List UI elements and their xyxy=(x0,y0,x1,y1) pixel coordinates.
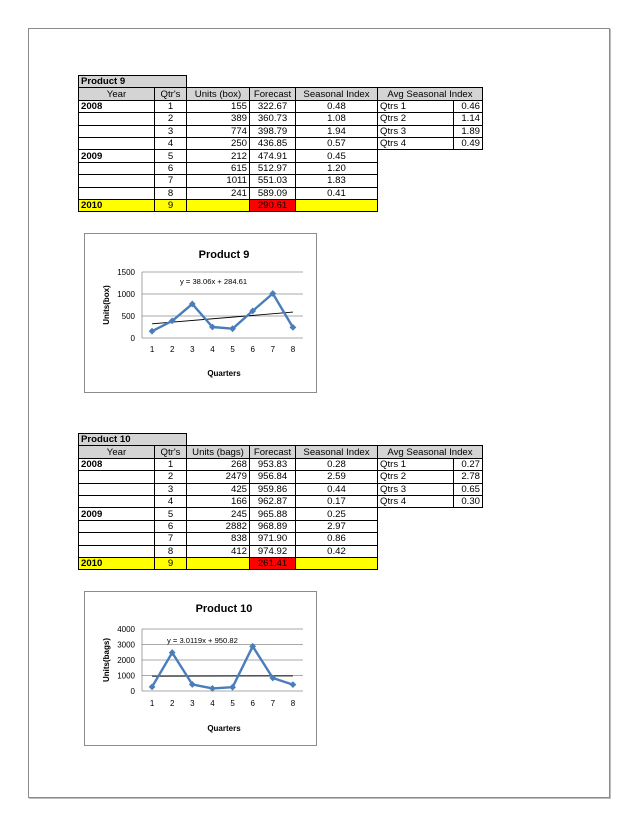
y-tick-label: 1500 xyxy=(117,268,135,277)
seasonal-index-cell: 1.94 xyxy=(296,125,378,137)
table-title: Product 10 xyxy=(79,434,187,446)
quarter-cell: 3 xyxy=(155,483,187,495)
quarter-cell: 2 xyxy=(155,113,187,125)
x-tick-label: 6 xyxy=(250,345,255,354)
year-cell xyxy=(79,533,155,545)
blank-cell xyxy=(378,175,483,187)
table-row xyxy=(79,100,483,112)
chart-title: Product 9 xyxy=(198,249,250,261)
table-row xyxy=(79,508,483,520)
blank-cell xyxy=(378,150,483,162)
blank-cell xyxy=(378,162,483,174)
product-9-chart xyxy=(84,233,317,393)
forecast-cell: 436.85 xyxy=(250,137,296,149)
avg-seasonal-index-value: 1.14 xyxy=(454,113,483,125)
blank-cell xyxy=(187,434,483,446)
blank-cell xyxy=(378,508,483,520)
quarter-cell: 1 xyxy=(155,458,187,470)
blank-cell xyxy=(378,520,483,532)
units-cell: 245 xyxy=(187,508,250,520)
seasonal-index-cell: 0.25 xyxy=(296,508,378,520)
table-row xyxy=(79,533,483,545)
year-cell: 2009 xyxy=(79,150,155,162)
forecast-cell: 551.03 xyxy=(250,175,296,187)
table-row xyxy=(79,520,483,532)
quarter-cell: 9 xyxy=(155,199,187,211)
year-cell xyxy=(79,175,155,187)
column-header: Qtr's xyxy=(155,446,187,458)
avg-quarter-label: Qtrs 1 xyxy=(378,458,454,470)
seasonal-index-cell: 0.41 xyxy=(296,187,378,199)
units-cell: 389 xyxy=(187,113,250,125)
seasonal-index-cell: 2.59 xyxy=(296,471,378,483)
series-line xyxy=(152,294,293,332)
year-cell xyxy=(79,471,155,483)
seasonal-index-cell: 0.86 xyxy=(296,533,378,545)
seasonal-index-cell: 0.17 xyxy=(296,495,378,507)
seasonal-index-cell: 2.97 xyxy=(296,520,378,532)
seasonal-index-cell: 1.08 xyxy=(296,113,378,125)
units-cell: 774 xyxy=(187,125,250,137)
quarter-cell: 9 xyxy=(155,557,187,569)
y-tick-label: 2000 xyxy=(117,656,135,665)
avg-quarter-label: Qtrs 2 xyxy=(378,471,454,483)
units-cell: 241 xyxy=(187,187,250,199)
header-row xyxy=(79,446,483,458)
forecast-row xyxy=(79,199,483,211)
blank-cell xyxy=(187,76,483,88)
column-header: Forecast xyxy=(250,446,296,458)
forecast-cell: 290.61 xyxy=(250,199,296,211)
x-tick-label: 6 xyxy=(250,699,255,708)
quarter-cell: 4 xyxy=(155,495,187,507)
column-header: Qtr's xyxy=(155,88,187,100)
y-tick-label: 0 xyxy=(130,334,135,343)
units-cell: 838 xyxy=(187,533,250,545)
table-row xyxy=(79,545,483,557)
title-row xyxy=(79,76,483,88)
product-9-table xyxy=(78,75,483,212)
blank-cell xyxy=(378,545,483,557)
avg-seasonal-index-value: 0.65 xyxy=(454,483,483,495)
forecast-row xyxy=(79,557,483,569)
y-tick-label: 500 xyxy=(121,312,135,321)
quarter-cell: 6 xyxy=(155,162,187,174)
units-cell: 166 xyxy=(187,495,250,507)
seasonal-index-cell: 0.44 xyxy=(296,483,378,495)
seasonal-index-cell: 1.83 xyxy=(296,175,378,187)
units-cell: 425 xyxy=(187,483,250,495)
units-cell: 615 xyxy=(187,162,250,174)
year-cell xyxy=(79,137,155,149)
forecast-cell: 965.88 xyxy=(250,508,296,520)
forecast-cell: 956.84 xyxy=(250,471,296,483)
blank-cell xyxy=(378,199,483,211)
y-tick-label: 1000 xyxy=(117,671,135,681)
column-header: Year xyxy=(79,88,155,100)
forecast-cell: 322.67 xyxy=(250,100,296,112)
product-10-chart xyxy=(84,591,317,746)
units-cell xyxy=(187,199,250,211)
line-chart xyxy=(85,592,316,745)
forecast-cell: 974.92 xyxy=(250,545,296,557)
units-cell: 250 xyxy=(187,137,250,149)
units-cell: 212 xyxy=(187,150,250,162)
quarter-cell: 5 xyxy=(155,508,187,520)
y-tick-label: 4000 xyxy=(117,625,135,634)
table-row xyxy=(79,471,483,483)
quarter-cell: 5 xyxy=(155,150,187,162)
table-row xyxy=(79,162,483,174)
forecast-cell: 474.91 xyxy=(250,150,296,162)
quarter-cell: 1 xyxy=(155,100,187,112)
data-point xyxy=(290,681,297,688)
forecast-cell: 971.90 xyxy=(250,533,296,545)
year-cell xyxy=(79,187,155,199)
units-cell: 155 xyxy=(187,100,250,112)
year-cell xyxy=(79,495,155,507)
forecast-cell: 589.09 xyxy=(250,187,296,199)
column-header: Avg Seasonal Index xyxy=(378,446,483,458)
title-row xyxy=(79,434,483,446)
trendline-equation: y = 3.0119x + 950.82 xyxy=(167,636,238,645)
units-cell: 412 xyxy=(187,545,250,557)
avg-quarter-label: Qtrs 2 xyxy=(378,113,454,125)
forecast-cell: 512.97 xyxy=(250,162,296,174)
year-cell: 2008 xyxy=(79,458,155,470)
table-title: Product 9 xyxy=(79,76,187,88)
year-cell: 2010 xyxy=(79,199,155,211)
year-cell: 2010 xyxy=(79,557,155,569)
column-header: Seasonal Index xyxy=(296,88,378,100)
y-tick-label: 1000 xyxy=(117,290,135,299)
y-tick-label: 0 xyxy=(130,687,135,696)
seasonal-index-cell: 0.48 xyxy=(296,100,378,112)
forecast-cell: 959.86 xyxy=(250,483,296,495)
blank-cell xyxy=(378,187,483,199)
x-tick-label: 8 xyxy=(290,345,296,354)
quarter-cell: 6 xyxy=(155,520,187,532)
x-tick-label: 4 xyxy=(210,345,215,354)
quarter-cell: 8 xyxy=(155,545,187,557)
header-row xyxy=(79,88,483,100)
units-cell: 2479 xyxy=(187,471,250,483)
chart-title: Product 10 xyxy=(195,603,253,615)
table-row xyxy=(79,483,483,495)
table-row xyxy=(79,150,483,162)
seasonal-index-cell xyxy=(296,199,378,211)
y-tick-label: 3000 xyxy=(117,640,135,650)
x-tick-label: 8 xyxy=(290,699,296,708)
x-tick-label: 2 xyxy=(169,345,175,354)
x-tick-label: 7 xyxy=(270,345,276,354)
column-header: Units (bags) xyxy=(187,446,250,458)
avg-quarter-label: Qtrs 3 xyxy=(378,483,454,495)
x-tick-label: 3 xyxy=(190,699,195,708)
column-header: Year xyxy=(79,446,155,458)
avg-quarter-label: Qtrs 3 xyxy=(378,125,454,137)
forecast-cell: 953.83 xyxy=(250,458,296,470)
forecast-cell: 360.73 xyxy=(250,113,296,125)
year-cell xyxy=(79,162,155,174)
trendline-equation: y = 38.06x + 284.61 xyxy=(180,277,248,286)
quarter-cell: 2 xyxy=(155,471,187,483)
seasonal-index-cell: 1.20 xyxy=(296,162,378,174)
x-tick-label: 4 xyxy=(210,699,215,708)
x-axis-label: Quarters xyxy=(207,724,241,733)
x-tick-label: 1 xyxy=(149,699,155,708)
column-header: Seasonal Index xyxy=(296,446,378,458)
seasonal-index-cell: 0.57 xyxy=(296,137,378,149)
year-cell xyxy=(79,113,155,125)
column-header: Units (box) xyxy=(187,88,250,100)
seasonal-index-cell: 0.45 xyxy=(296,150,378,162)
table-row xyxy=(79,175,483,187)
quarter-cell: 8 xyxy=(155,187,187,199)
avg-seasonal-index-value: 0.49 xyxy=(454,137,483,149)
forecast-cell: 962.87 xyxy=(250,495,296,507)
quarter-cell: 7 xyxy=(155,175,187,187)
avg-seasonal-index-value: 0.30 xyxy=(454,495,483,507)
x-tick-label: 1 xyxy=(149,345,155,354)
year-cell: 2009 xyxy=(79,508,155,520)
x-tick-label: 3 xyxy=(190,345,195,354)
x-tick-label: 5 xyxy=(230,699,235,708)
avg-seasonal-index-value: 1.89 xyxy=(454,125,483,137)
units-cell: 268 xyxy=(187,458,250,470)
avg-seasonal-index-value: 2.78 xyxy=(454,471,483,483)
forecast-cell: 968.89 xyxy=(250,520,296,532)
x-axis-label: Quarters xyxy=(207,369,241,378)
table-row xyxy=(79,187,483,199)
units-cell: 2882 xyxy=(187,520,250,532)
avg-quarter-label: Qtrs 4 xyxy=(378,495,454,507)
avg-quarter-label: Qtrs 4 xyxy=(378,137,454,149)
quarter-cell: 3 xyxy=(155,125,187,137)
forecast-cell: 261.41 xyxy=(250,557,296,569)
table-row xyxy=(79,137,483,149)
x-tick-label: 7 xyxy=(270,699,276,708)
x-tick-label: 5 xyxy=(230,345,235,354)
blank-cell xyxy=(378,533,483,545)
forecast-cell: 398.79 xyxy=(250,125,296,137)
quarter-cell: 7 xyxy=(155,533,187,545)
product-10-table xyxy=(78,433,483,570)
year-cell xyxy=(79,125,155,137)
year-cell xyxy=(79,545,155,557)
seasonal-index-cell: 0.28 xyxy=(296,458,378,470)
table-row xyxy=(79,495,483,507)
quarter-cell: 4 xyxy=(155,137,187,149)
year-cell xyxy=(79,483,155,495)
y-axis-label: Units(bags) xyxy=(102,638,111,682)
line-chart xyxy=(85,234,316,392)
year-cell xyxy=(79,520,155,532)
avg-seasonal-index-value: 0.27 xyxy=(454,458,483,470)
x-tick-label: 2 xyxy=(169,699,175,708)
blank-cell xyxy=(378,557,483,569)
avg-quarter-label: Qtrs 1 xyxy=(378,100,454,112)
units-cell xyxy=(187,557,250,569)
column-header: Avg Seasonal Index xyxy=(378,88,483,100)
table-row xyxy=(79,458,483,470)
y-axis-label: Units(box) xyxy=(102,285,111,325)
avg-seasonal-index-value: 0.46 xyxy=(454,100,483,112)
units-cell: 1011 xyxy=(187,175,250,187)
column-header: Forecast xyxy=(250,88,296,100)
seasonal-index-cell: 0.42 xyxy=(296,545,378,557)
year-cell: 2008 xyxy=(79,100,155,112)
table-row xyxy=(79,113,483,125)
table-row xyxy=(79,125,483,137)
seasonal-index-cell xyxy=(296,557,378,569)
